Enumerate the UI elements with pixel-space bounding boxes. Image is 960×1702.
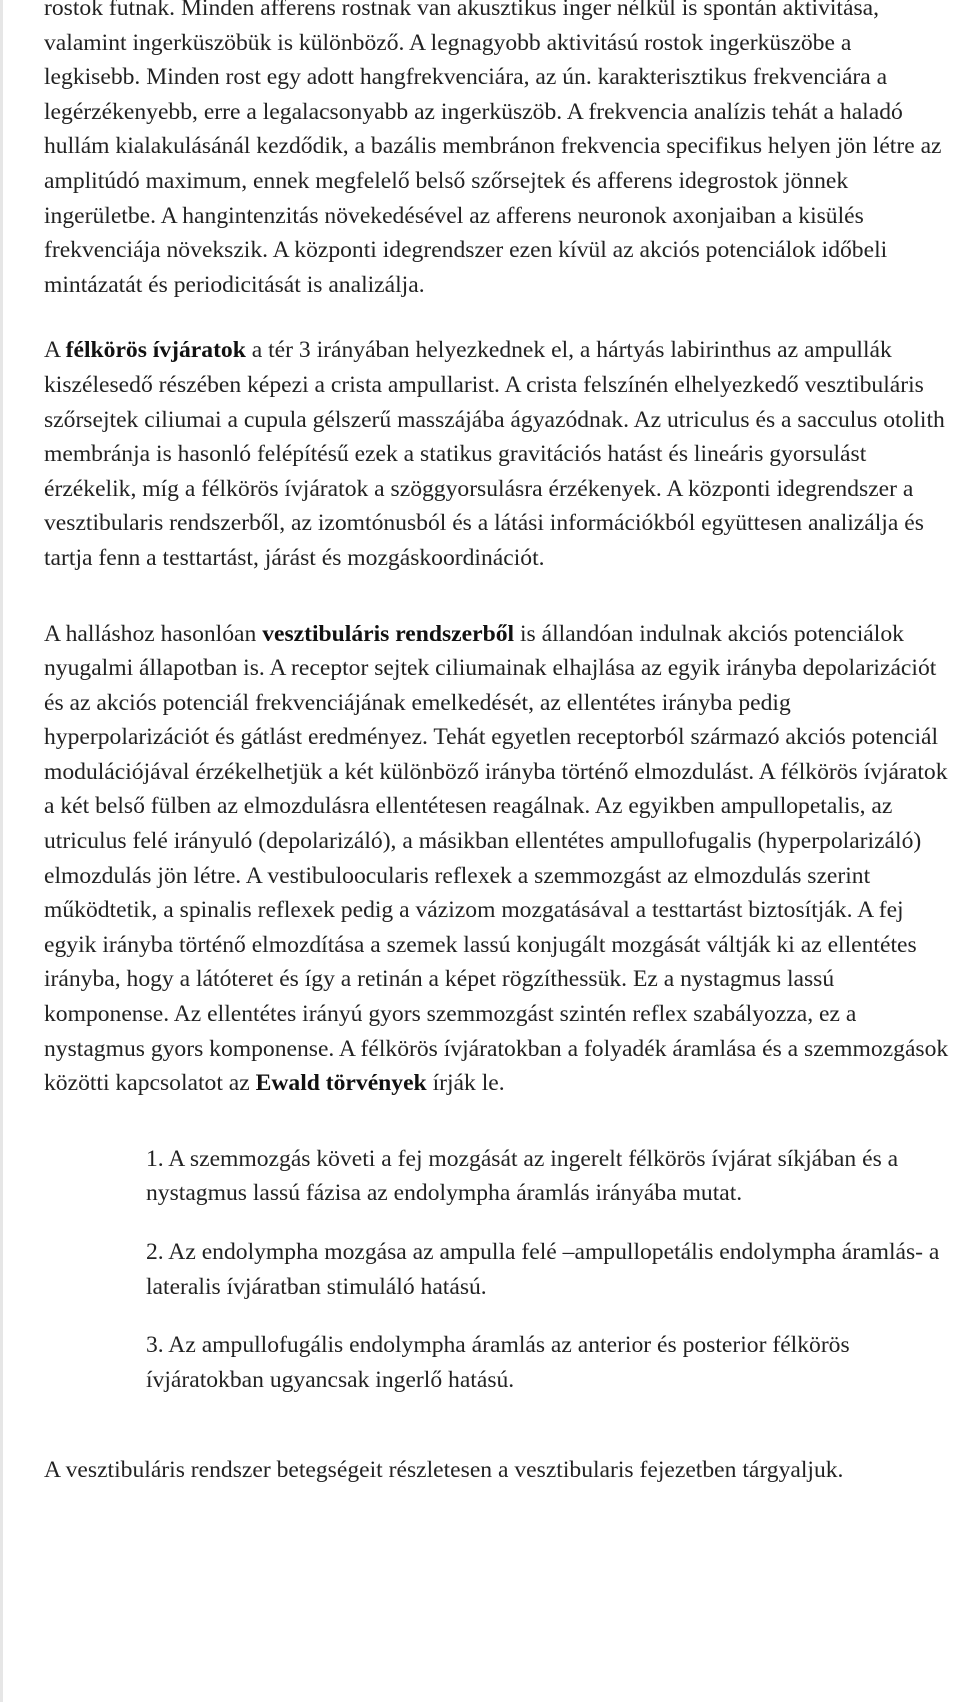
- paragraph-frequency-analysis: rostok futnak. Minden afferens rostnak van akusztikus inger nélkül is spontán aktivitása, valamint ingerküszöbük is különböző. A legnagyobb aktivitású rostok ingerküszöbe a legkisebb. Minden rost egy adott hangfrekvenciára, az ún. karakterisztikus frekvenciára a legérzékenyebb, erre a legalacsonyabb az ingerküszöb. A frekvencia analízis tehát a haladó hullám kialakulásánál kezdődik, a bazális membránon frekvencia specifikus helyen jön létre az amplitúdó maximum, ennek megfelelő belső szőrsejtek és afferens idegrostok jönnek ingerületbe. A hangintenzitás növekedésével az afferens neuronok axonjaiban a kisülés frekvenciája növekszik. A központi idegrendszer ezen kívül az akciós potenciálok időbeli mintázatát és periodicitását is analizálja.: [44, 0, 942, 298]
- term-ewald-laws: Ewald törvények: [255, 1070, 427, 1097]
- list-item: 3. Az ampullofugális endolympha áramlás az anterior és posterior félkörös ívjáratokban ugyancsak ingerlő hatású.: [146, 1332, 850, 1393]
- text-run: A halláshoz hasonlóan: [44, 620, 263, 647]
- ewald-laws-list: [44, 1142, 952, 1398]
- document-page: [44, 0, 952, 1488]
- text-run: A: [44, 337, 66, 364]
- text-run: a tér 3 irányában helyezkednek el, a hártyás labirinthus az ampullák kiszélesedő részében képezi a crista ampullarist. A crista felszínén elhelyezkedő vesztibuláris szőrsejtek ciliumai a cupula gélszerű masszájába ágyazódnak. Az utriculus és a sacculus otolith membránja is hasonló felépítésű ezek a statikus gravitációs hatást és lineáris gyorsulást érzékelik, míg a félkörös ívjáratok a szöggyorsulásra érzékenyek. A központi idegrendszer a vesztibularis rendszerből, az izomtónusból és a látási információkból együttesen analizálja és tartja fenn a testtartást, járást és mozgáskoordinációt.: [44, 337, 945, 571]
- list-item: 1. A szemmozgás követi a fej mozgását az ingerelt félkörös ívjárat síkjában és a nystagmus lassú fázisa az endolympha áramlás irányába mutat.: [146, 1145, 899, 1207]
- list-item: 2. Az endolympha mozgása az ampulla felé –ampullopetális endolympha áramlás- a lateralis ívjáratban stimuláló hatású.: [146, 1239, 940, 1300]
- text-run: írják le.: [426, 1070, 505, 1097]
- text-run: is állandóan indulnak akciós potenciálok nyugalmi állapotban is. A receptor sejtek ciliumainak elhajlása az egyik irányba depolarizációt és az akciós potenciál frekvenciájának emelkedését, az ellentétes irányba pedig hyperpolarizációt és gátlást eredményez. Tehát egyetlen receptorból származó akciós potenciál modulációjával érzékelhetjük a két különböző irányba történő elmozdulást. A félkörös ívjáratok a két belső fülben az elmozdulásra ellentétesen reagálnak. Az egyikben ampullopetalis, az utriculus felé irányuló (depolarizáló), a másikban ellentétes ampullofugalis (hyperpolarizáló) elmozdulás jön létre. A vestibuloocularis reflexek a szemmozgást az elmozdulás szerint működtetik, a spinalis reflexek pedig a vázizom mozgatásával a testtartást biztosítják. A fej egyik irányba történő elmozdítása a szemek lassú konjugált mozgását váltják ki az ellentétes irányba, hogy a látóteret és így a retinán a képet rögzíthessük. Ez a nystagmus lassú komponense. Az ellentétes irányú gyors szemmozgást szintén reflex szabályozza, ez a nystagmus gyors komponense. A félkörös ívjáratokban a folyadék áramlása és a szemmozgások közötti kapcsolatot az: [44, 620, 949, 1097]
- page-left-border: [0, 0, 3, 1702]
- paragraph-semicircular-canals: [44, 333, 952, 575]
- term-vestibular-system: vesztibuláris rendszerből: [262, 620, 515, 647]
- paragraph-vestibular-system: [44, 617, 952, 1101]
- term-semicircular-canals: félkörös ívjáratok: [65, 337, 246, 364]
- paragraph-closing: A vesztibuláris rendszer betegségeit részletesen a vesztibularis fejezetben tárgyaljuk.: [44, 1457, 844, 1484]
